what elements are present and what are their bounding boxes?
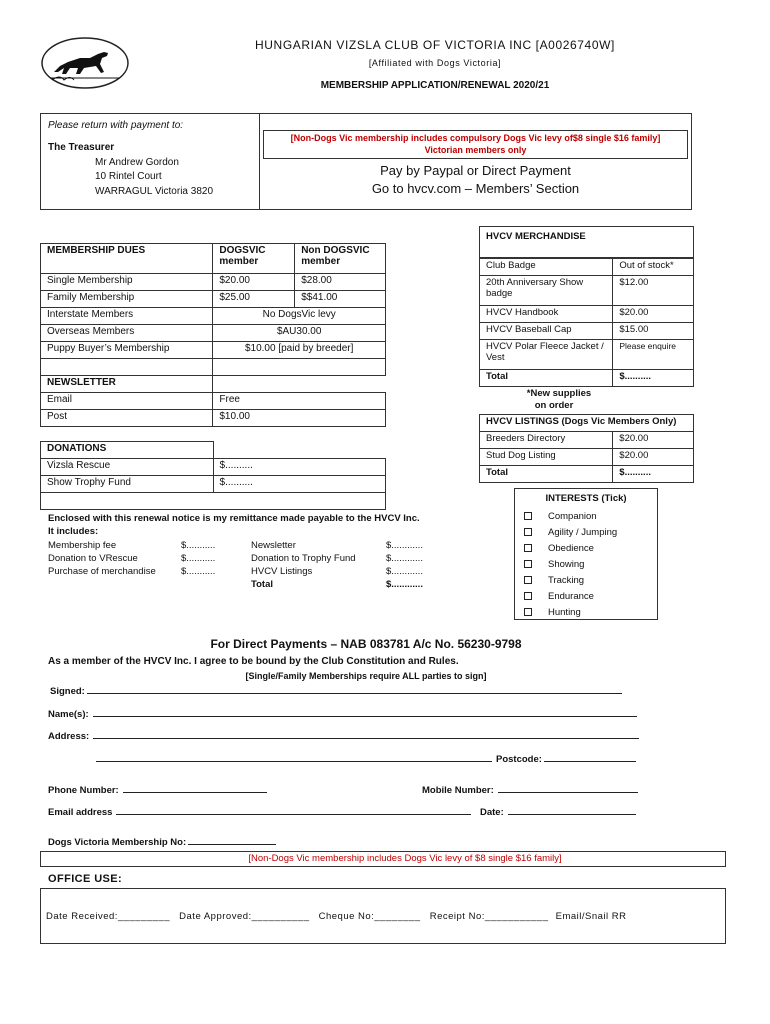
remit-value[interactable]: $............ bbox=[386, 566, 423, 577]
interest-item[interactable]: Tracking bbox=[524, 573, 617, 589]
dues-row-label: Overseas Members bbox=[41, 325, 213, 342]
newsletter-heading: NEWSLETTER bbox=[41, 376, 213, 393]
merch-item: HVCV Baseball Cap bbox=[480, 323, 613, 340]
merch-item: Total bbox=[480, 370, 613, 387]
listing-item: Total bbox=[480, 466, 613, 483]
merch-note-line2: on order bbox=[534, 400, 574, 411]
treasurer-title: The Treasurer bbox=[48, 142, 115, 153]
remit-value[interactable]: $............ bbox=[386, 579, 423, 590]
dues-row-merged: No DogsVic levy bbox=[213, 308, 386, 325]
merch-item: Club Badge bbox=[480, 259, 613, 276]
remit-value[interactable]: $........... bbox=[181, 553, 216, 564]
paypal-line2: Go to hvcv.com – Members’ Section bbox=[371, 181, 580, 196]
merch-price: $15.00 bbox=[613, 323, 694, 340]
remit-label: Donation to Trophy Fund bbox=[251, 553, 356, 564]
interests-list bbox=[524, 509, 617, 621]
levy-notice-line2: Victorian members only bbox=[424, 145, 527, 155]
newsletter-row-value: $10.00 bbox=[213, 410, 386, 427]
date-field[interactable]: Date: bbox=[480, 807, 636, 818]
dues-row-merged: $AU30.00 bbox=[213, 325, 386, 342]
empty-cell bbox=[213, 376, 386, 393]
empty-cell bbox=[213, 359, 386, 376]
email-snail-field[interactable]: Email/Snail RR bbox=[555, 911, 627, 922]
dues-row-non: $$41.00 bbox=[295, 291, 386, 308]
listings-heading: HVCV LISTINGS (Dogs Vic Members Only) bbox=[480, 415, 694, 432]
listing-item: Stud Dog Listing bbox=[480, 449, 613, 466]
dues-row-label: Family Membership bbox=[41, 291, 213, 308]
remit-value[interactable]: $............ bbox=[386, 553, 423, 564]
interest-item[interactable]: Companion bbox=[524, 509, 617, 525]
club-logo bbox=[40, 36, 130, 90]
interest-item[interactable]: Endurance bbox=[524, 589, 617, 605]
interest-item[interactable]: Agility / Jumping bbox=[524, 525, 617, 541]
dogs-vic-no-field[interactable]: Dogs Victoria Membership No: bbox=[48, 837, 276, 848]
date-received-field[interactable]: Date Received:_________ bbox=[46, 911, 171, 922]
interests-heading: INTERESTS (Tick) bbox=[545, 493, 627, 504]
agreement-text: As a member of the HVCV Inc. I agree to be bound by the Club Constitution and Rules. bbox=[48, 656, 459, 667]
donation-row-label: Show Trophy Fund bbox=[41, 476, 214, 493]
merch-note-line1: *New supplies bbox=[526, 388, 592, 399]
interest-item[interactable]: Hunting bbox=[524, 605, 617, 621]
newsletter-row-label: Post bbox=[41, 410, 213, 427]
merch-price: Please enquire bbox=[613, 340, 694, 370]
merch-heading: HVCV MERCHANDISE bbox=[486, 231, 586, 242]
merch-item: 20th Anniversary Show badge bbox=[480, 276, 613, 306]
dues-row-label: Interstate Members bbox=[41, 308, 213, 325]
merch-price: $20.00 bbox=[613, 306, 694, 323]
remit-label: HVCV Listings bbox=[251, 566, 313, 577]
dues-row-label: Puppy Buyer’s Membership bbox=[41, 342, 213, 359]
dues-header-label: MEMBERSHIP DUES bbox=[41, 244, 213, 274]
remit-label: Donation to VRescue bbox=[48, 553, 138, 564]
merch-price: Out of stock* bbox=[613, 259, 694, 276]
remit-value[interactable]: $............ bbox=[386, 540, 423, 551]
address-field[interactable]: Address: bbox=[48, 731, 639, 742]
dues-row-dogsvic: $25.00 bbox=[213, 291, 295, 308]
empty-cell bbox=[41, 359, 213, 376]
remit-label: Newsletter bbox=[251, 540, 296, 551]
checkbox[interactable] bbox=[524, 608, 532, 616]
affiliation: [Affiliated with Dogs Victoria] bbox=[368, 58, 502, 68]
remit-label: Total bbox=[251, 579, 273, 590]
empty-cell bbox=[213, 442, 385, 459]
paypal-line1: Pay by Paypal or Direct Payment bbox=[380, 163, 571, 178]
donations-table bbox=[40, 441, 386, 510]
remittance-right bbox=[251, 539, 423, 591]
form-title: MEMBERSHIP APPLICATION/RENEWAL 2020/21 bbox=[320, 80, 550, 91]
postcode-field[interactable]: Postcode: bbox=[96, 754, 636, 765]
remittance-line2: It includes: bbox=[48, 526, 99, 537]
office-use-heading: OFFICE USE: bbox=[48, 873, 123, 885]
donation-row-value: $.......... bbox=[213, 476, 385, 493]
club-name: HUNGARIAN VIZSLA CLUB OF VICTORIA INC [A0026740W] bbox=[255, 38, 615, 52]
donation-row-value: $.......... bbox=[213, 459, 385, 476]
phone-field[interactable]: Phone Number: bbox=[48, 785, 267, 796]
merch-price: $12.00 bbox=[613, 276, 694, 306]
treasurer-name: Mr Andrew Gordon bbox=[95, 157, 179, 168]
cheque-no-field[interactable]: Cheque No:________ bbox=[318, 911, 421, 922]
office-use-fields bbox=[46, 911, 627, 922]
donation-row-label: Vizsla Rescue bbox=[41, 459, 214, 476]
listing-price: $20.00 bbox=[613, 449, 694, 466]
checkbox[interactable] bbox=[524, 592, 532, 600]
membership-dues-table bbox=[40, 243, 386, 427]
dues-row-label: Single Membership bbox=[41, 274, 213, 291]
levy-notice-line1: [Non-Dogs Vic membership includes compulsory Dogs Vic levy of$8 single $16 family] bbox=[290, 133, 661, 143]
remittance-line1: Enclosed with this renewal notice is my remittance made payable to the HVCV Inc. bbox=[48, 513, 420, 524]
checkbox[interactable] bbox=[524, 512, 532, 520]
direct-payment: For Direct Payments – NAB 083781 A/c No. 56230-9798 bbox=[210, 637, 522, 651]
interest-item[interactable]: Showing bbox=[524, 557, 617, 573]
interest-item[interactable]: Obedience bbox=[524, 541, 617, 557]
treasurer-street: 10 Rintel Court bbox=[95, 171, 162, 182]
mobile-field[interactable]: Mobile Number: bbox=[422, 785, 638, 796]
dues-row-merged: $10.00 [paid by breeder] bbox=[213, 342, 386, 359]
merch-price: $.......... bbox=[613, 370, 694, 387]
newsletter-row-label: Email bbox=[41, 393, 213, 410]
dues-row-dogsvic: $20.00 bbox=[213, 274, 295, 291]
merch-item: HVCV Polar Fleece Jacket / Vest bbox=[480, 340, 613, 370]
remittance-left bbox=[48, 539, 215, 578]
remit-label: Membership fee bbox=[48, 540, 117, 551]
listing-price: $20.00 bbox=[613, 432, 694, 449]
listing-price: $.......... bbox=[613, 466, 694, 483]
remit-value[interactable]: $........... bbox=[181, 540, 216, 551]
dues-row-non: $28.00 bbox=[295, 274, 386, 291]
date-approved-field[interactable]: Date Approved:__________ bbox=[179, 911, 310, 922]
checkbox[interactable] bbox=[524, 544, 532, 552]
checkbox[interactable] bbox=[524, 560, 532, 568]
remit-value[interactable]: $........... bbox=[181, 566, 216, 577]
names-field[interactable]: Name(s): bbox=[48, 709, 637, 720]
sign-note: [Single/Family Memberships require ALL parties to sign] bbox=[245, 671, 487, 681]
return-label: Please return with payment to: bbox=[48, 120, 184, 131]
dues-header-non: Non DOGSVIC member bbox=[295, 244, 386, 274]
checkbox[interactable] bbox=[524, 528, 532, 536]
newsletter-row-value: Free bbox=[213, 393, 386, 410]
remit-label: Purchase of merchandise bbox=[48, 566, 156, 577]
empty-row bbox=[41, 493, 386, 510]
listing-item: Breeders Directory bbox=[480, 432, 613, 449]
receipt-no-field[interactable]: Receipt No:___________ bbox=[429, 911, 549, 922]
merchandise-table bbox=[479, 258, 694, 387]
dues-header-dogsvic: DOGSVIC member bbox=[213, 244, 295, 274]
donations-heading: DONATIONS bbox=[41, 442, 214, 459]
email-field[interactable]: Email address bbox=[48, 807, 471, 818]
merch-item: HVCV Handbook bbox=[480, 306, 613, 323]
treasurer-city: WARRAGUL Victoria 3820 bbox=[95, 186, 214, 197]
checkbox[interactable] bbox=[524, 576, 532, 584]
levy-notice-text: [Non-Dogs Vic membership includes Dogs Vic levy of $8 single $16 family] bbox=[248, 853, 562, 864]
listings-table bbox=[479, 414, 694, 483]
signed-field[interactable]: Signed: bbox=[50, 686, 622, 697]
